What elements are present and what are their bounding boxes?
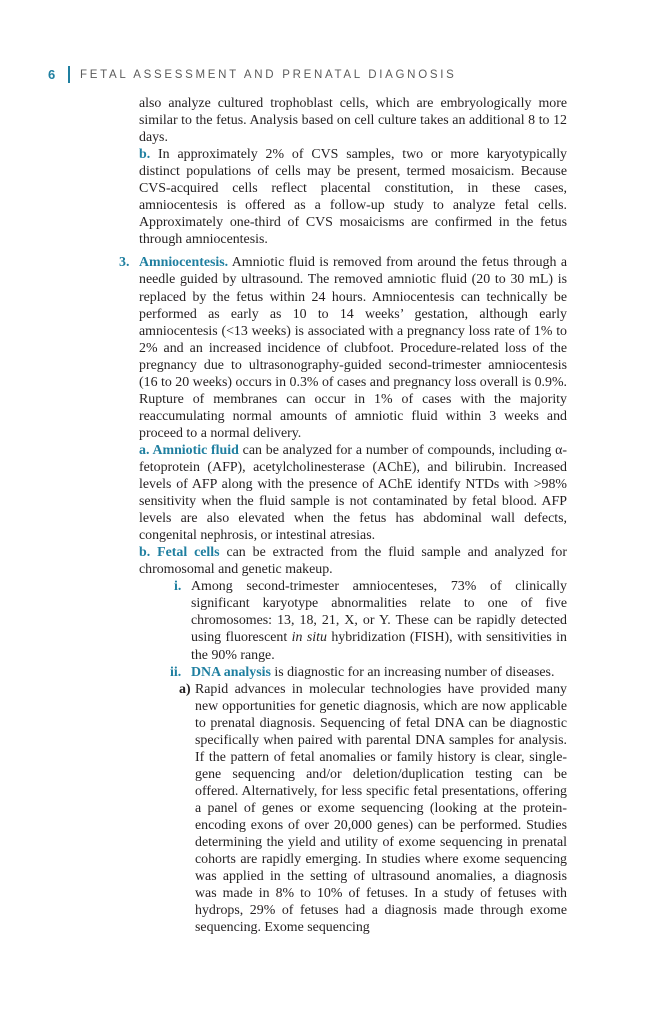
- page-number: 6: [48, 67, 56, 82]
- heading-fetal-cells: b. Fetal cells: [139, 545, 220, 561]
- item-a-molecular: a) Rapid advances in molecular technologies have provided many new opportunities for genetic diagnosis, which are now applicable to prenatal diagnosis. Sequencing of fetal DNA can be diagnostic specifically when paired with parental DNA samples for analysis. If the pattern of fetal anomalies or family history is clear, single-gene sequencing and/or deletion/duplication testing can be offered. Alternatively, for less specific fetal presentations, offering a panel of genes or exome sequencing (looking at the protein-encoding exons of over 20,000 genes) can be performed. Studies determining the yield and utility of exome sequencing in prenatal cohorts are rapidly emerging. In studies where exome sequencing was applied in the setting of ultrasound anomalies, a diagnosis was made in 8% to 10% of fetuses. In a study of fetuses with hydrops, 29% of fetuses had a diagnosis made through exome sequencing. Exome sequencing: [179, 681, 567, 936]
- item-i-karyotype: i. Among second-trimester amniocenteses, 73% of clinically significant karyotype abnormalities relate to one of five chromosomes: 13, 18, 21, X, or Y. These can be rapidly detected using fluorescent in situ hybridization (FISH), with sensitivities in the 90% range.: [174, 579, 567, 663]
- paragraph-fetal-cells: b. Fetal cells can be extracted from the fluid sample and analyzed for chromosomal and genetic makeup.: [139, 545, 568, 578]
- header-divider: [68, 66, 70, 83]
- running-head: FETAL ASSESSMENT AND PRENATAL DIAGNOSIS: [80, 68, 457, 81]
- paragraph-cell-culture: also analyze cultured trophoblast cells, which are embryologically more similar to the fetus. Analysis based on cell culture takes an additional 8 to 12 days.: [139, 96, 567, 146]
- item-marker-a: a): [179, 681, 191, 697]
- item-amniocentesis: 3. Amniocentesis. Amniotic fluid is removed from around the fetus through a needle guided by ultrasound. The removed amniotic fluid (20 to 30 mL) is replaced by the fetus within 24 hours. Amniocentesis can technically be performed as early as 10 to 14 weeks’ gestation, although early amniocentesis (<13 weeks) is associated with a pregnancy loss rate of 1% to 2% and an increased incidence of clubfoot. Procedure-related loss of the pregnancy due to ultrasonography-guided second-trimester amniocentesis (16 to 20 weeks) occurs in 0.3% of cases and pregnancy loss overall is 0.9%. Rupture of membranes can occur in 1% of cases with the majority reaccumulating normal amounts of amniotic fluid within 3 weeks and proceed to a normal delivery.: [119, 255, 567, 441]
- label-b-mosaicism: b.: [139, 147, 151, 163]
- heading-dna-analysis: DNA analysis: [191, 664, 271, 680]
- item-marker-ii: ii.: [170, 664, 182, 680]
- heading-amniotic-fluid: a. Amniotic fluid: [139, 442, 239, 458]
- page-header: [48, 66, 456, 83]
- item-ii-dna-analysis: ii. DNA analysis is diagnostic for an increasing number of diseases.: [170, 664, 555, 680]
- item-marker-i: i.: [174, 579, 182, 595]
- paragraph-mosaicism: b. In approximately 2% of CVS samples, two or more karyotypically distinct populations of cells may be present, termed mosaicism. Because CVS-acquired cells reflect placental constitution, in these cases, amniocentesis is offered as a follow-up study to analyze fetal cells. Approximately one-third of CVS mosaicisms are confirmed in the fetus through amniocentesis.: [139, 147, 567, 248]
- heading-amniocentesis: Amniocentesis.: [139, 255, 229, 271]
- item-marker-3: 3.: [119, 255, 130, 271]
- paragraph-amniotic-fluid: a. Amniotic fluid can be analyzed for a number of compounds, including α-fetoprotein (AFP), acetylcholinesterase (AChE), and bilirubin. Increased levels of AFP along with the presence of AChE identify NTDs with >98% sensitivity when the fluid sample is not contaminated by fetal blood. AFP levels are also elevated when the fetus has abdominal wall defects, congenital nephrosis, or intestinal atresias.: [139, 442, 567, 544]
- main-text: [119, 95, 568, 936]
